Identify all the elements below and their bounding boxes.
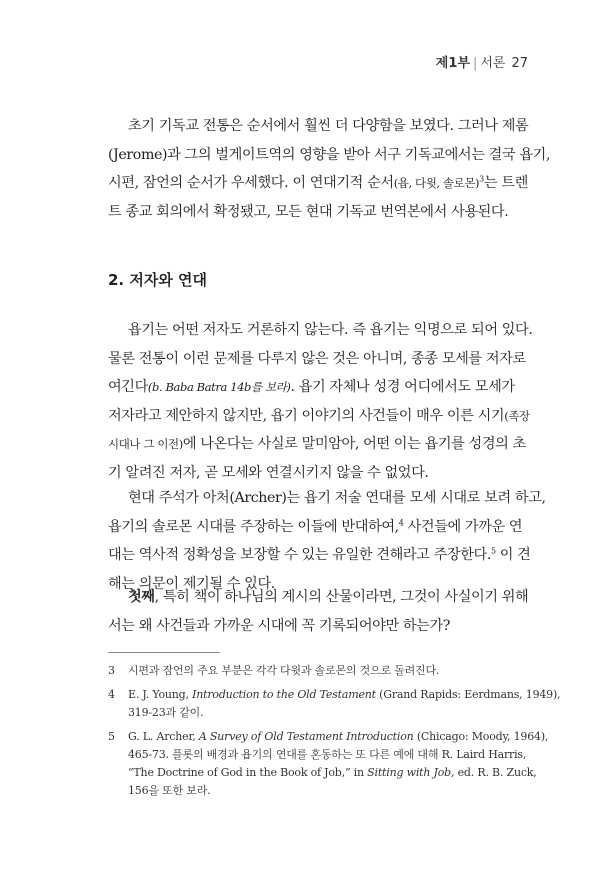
- text-line: 물론 전통이 이런 문제를 다루지 않은 것은 아니며, 종종 모세를 저자로: [108, 350, 526, 367]
- text-line: 시편, 잠언의 순서가 우세했다. 이 연대기적 순서(욥, 다윗, 솔로몬)$^3$는 트렌: [108, 174, 528, 191]
- footnote-line: “The Doctrine of God in the Book of Job,” in Sitting with Job, ed. R. B. Zuck,: [128, 766, 537, 779]
- footnote-line: E. J. Young, Introduction to the Old Testament (Grand Rapids: Eerdmans, 1949),: [128, 688, 561, 701]
- emphasis-lead: 첫째: [128, 589, 155, 605]
- footnote-line: G. L. Archer, A Survey of Old Testament Introduction (Chicago: Moody, 1964),: [128, 730, 549, 743]
- footnote-5: [108, 728, 549, 800]
- section-heading: 2. 저자와 연대: [108, 271, 208, 289]
- text-line: 시대나 그 이전)에 나온다는 사실로 말미암아, 어떤 이는 욥기를 성경의 초: [108, 436, 526, 452]
- footnote-line: 156을 또한 보라.: [128, 784, 211, 797]
- text-line: 욥기의 솔로몬 시대를 주장하는 이들에 반대하여,$^4$ 사건들에 가까운 연: [108, 517, 523, 535]
- text-line: (Jerome)과 그의 벌게이트역의 영향을 받아 서구 기독교에서는 결국 욥기,: [108, 146, 551, 163]
- text-line: 초기 기독교 전통은 순서에서 훨씬 더 다양함을 보였다. 그러나 제롬: [128, 118, 529, 134]
- footnote-line: 465-73. 플롯의 배경과 욥기의 연대를 혼동하는 또 다른 예에 대해 R. Laird Harris,: [128, 748, 527, 761]
- header-separator: |: [472, 56, 478, 71]
- footnotes: [108, 662, 561, 806]
- paragraph-canon-order: [108, 112, 551, 226]
- text-line: 현대 주석가 아처(Archer)는 욥기 저술 연대를 모세 시대로 보려 하고,: [128, 490, 546, 506]
- text-line: 기 알려진 저자, 곧 모세와 연결시키지 않을 수 없었다.: [108, 464, 429, 481]
- page-number: 27: [511, 56, 528, 71]
- talmud-citation: (b. Baba Batra 14b를 보라): [147, 380, 291, 394]
- footnote-4: [108, 686, 561, 722]
- section-label: 서론: [480, 56, 506, 71]
- text-line: 해는 의문이 제기될 수 있다.: [108, 575, 275, 592]
- footnote-number: 5: [108, 730, 115, 743]
- footnote-divider: [108, 652, 220, 653]
- footnote-number: 3: [108, 664, 115, 677]
- text-line: 대는 역사적 정확성을 보장할 수 있는 유일한 견해라고 주장한다.$^5$ 이 견: [108, 546, 531, 563]
- book-title: A Survey of Old Testament Introduction: [198, 730, 414, 743]
- paragraph-first-point: [108, 583, 528, 640]
- footnote-ref: 4: [398, 517, 404, 527]
- parenthetical: (욥, 다윗, 솔로몬): [393, 176, 480, 190]
- part-label: 제1부: [435, 56, 470, 71]
- book-title: Introduction to the Old Testament: [192, 688, 376, 701]
- footnote-line: 319-23과 같이.: [128, 706, 204, 719]
- book-title: Sitting with Job: [367, 766, 452, 779]
- text-line: 서는 왜 사건들과 가까운 시대에 꼭 기록되어야만 하는가?: [108, 617, 450, 634]
- footnote-ref: 3: [479, 174, 484, 184]
- paragraph-anonymity: [108, 316, 533, 487]
- text-line: 욥기는 어떤 저자도 거론하지 않는다. 즉 욥기는 익명으로 되어 있다.: [128, 322, 533, 338]
- text-line: 트 종교 회의에서 확정됐고, 모든 현대 기독교 번역본에서 사용된다.: [108, 203, 509, 220]
- footnote-line: 시편과 잠언의 주요 부분은 각각 다윗과 솔로몬의 것으로 돌려진다.: [128, 664, 440, 677]
- footnote-3: [108, 662, 528, 680]
- text-line: 첫째, 특히 책이 하나님의 계시의 산물이라면, 그것이 사실이기 위해: [128, 589, 529, 605]
- paragraph-archer: [108, 484, 546, 598]
- text-line: 여긴다(b. Baba Batra 14b를 보라). 욥기 자체나 성경 어디에서도 모세가: [108, 379, 515, 395]
- text-line: 저자라고 제안하지 않지만, 욥기 이야기의 사건들이 매우 이른 시기(족장: [108, 407, 530, 424]
- footnote-number: 4: [108, 688, 115, 701]
- running-header: [436, 52, 528, 71]
- footnote-ref: 5: [490, 546, 496, 556]
